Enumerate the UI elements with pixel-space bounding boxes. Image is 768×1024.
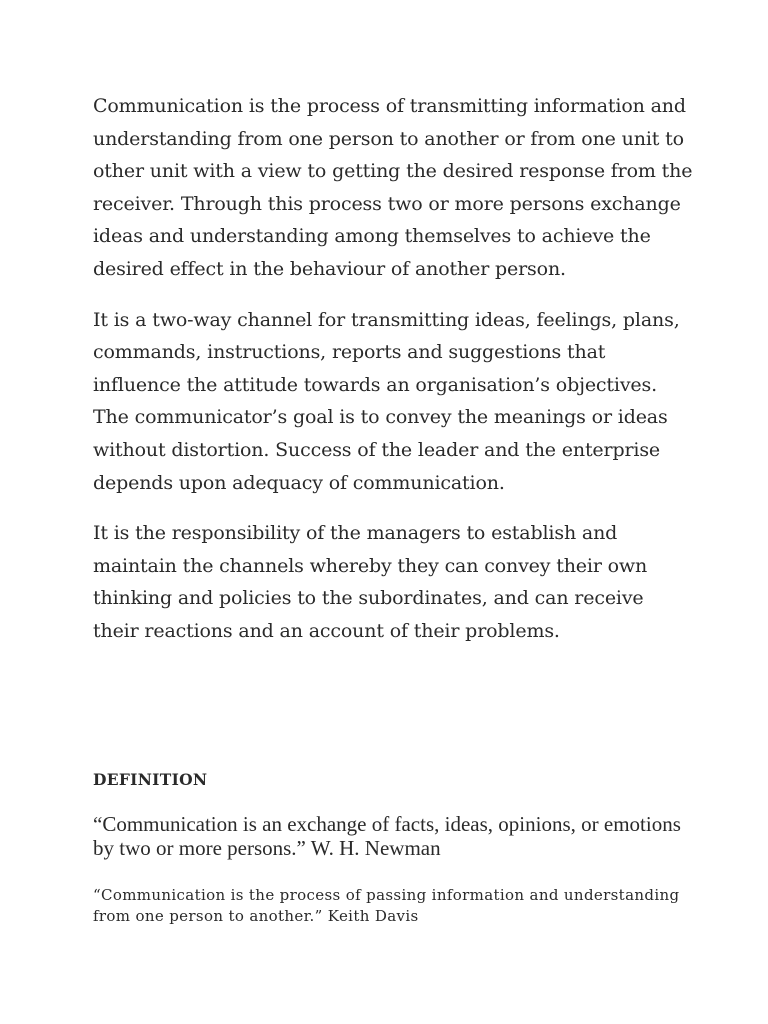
- definition-quote-newman: “Communication is an exchange of facts, ideas, opinions, or emotions by two or more persons.” W. H. Newman: [93, 812, 681, 860]
- definition-heading: DEFINITION: [93, 770, 208, 789]
- document-body: [93, 90, 693, 925]
- paragraph-intro: Communication is the process of transmitting information and understanding from one person to another or from one unit to other unit with a view to getting the desired response from the receiver. Through this process two or more persons exchange ideas and understanding among themselves to achieve the desired effect in the behaviour of another person.: [93, 95, 693, 280]
- paragraph-manager-responsibility: It is the responsibility of the managers to establish and maintain the channels whereby they can convey their own thinking and policies to the subordinates, and can receive their reactions and an account of their problems.: [93, 522, 648, 642]
- paragraph-two-way-channel: It is a two-way channel for transmitting ideas, feelings, plans, commands, instructions, reports and suggestions that influence the attitude towards an organisation’s objectives. The communicator’s goal is to convey the meanings or ideas without distortion. Success of the leader and the enterprise depends upon adequacy of communication.: [93, 308, 680, 494]
- definition-quote-davis: “Communication is the process of passing information and understanding from one person to another.” Keith Davis: [93, 886, 680, 925]
